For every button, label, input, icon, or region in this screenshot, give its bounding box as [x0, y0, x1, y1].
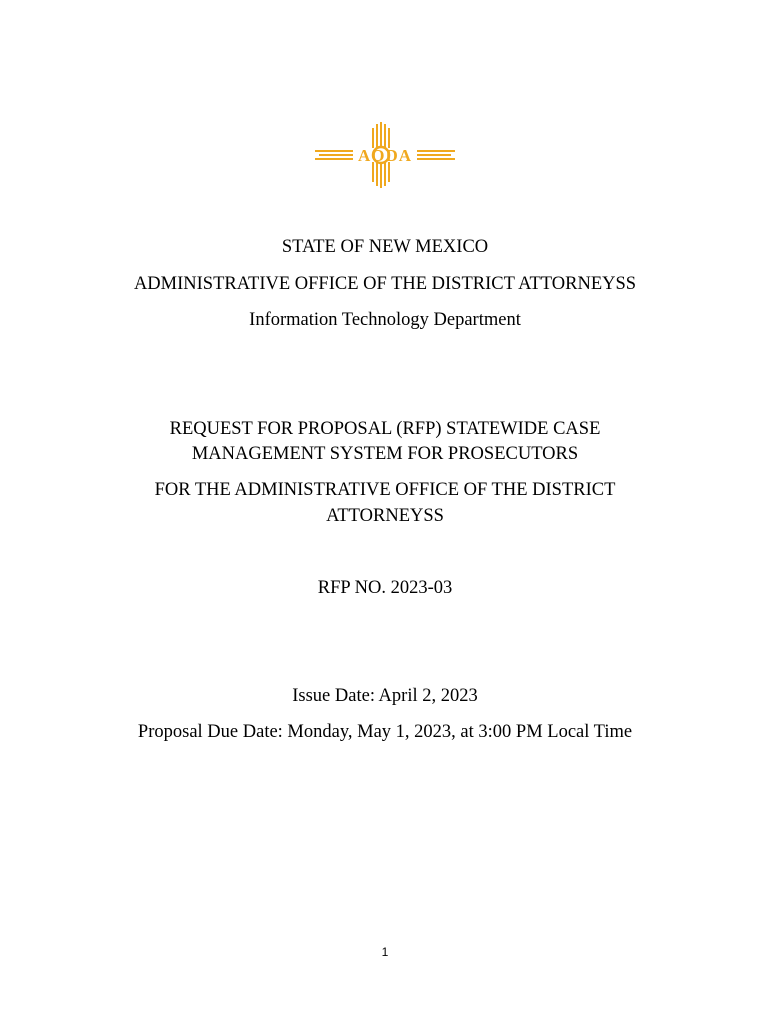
issue-date: Issue Date: April 2, 2023 [292, 686, 478, 706]
department-title: Information Technology Department [249, 310, 521, 330]
page-number: 1 [381, 945, 389, 959]
rfp-number: RFP NO. 2023-03 [317, 578, 453, 598]
rfp-for-line-1: FOR THE ADMINISTRATIVE OFFICE OF THE DISTRICT [154, 480, 616, 500]
office-title: ADMINISTRATIVE OFFICE OF THE DISTRICT ATTORNEYSS [133, 274, 637, 294]
aoda-logo-wordmark: AODA [357, 146, 413, 165]
proposal-due-date: Proposal Due Date: Monday, May 1, 2023, at 3:00 PM Local Time [137, 722, 633, 742]
state-title: STATE OF NEW MEXICO [281, 237, 489, 257]
rfp-title-line-2: MANAGEMENT SYSTEM FOR PROSECUTORS [191, 444, 579, 464]
rfp-title-line-1: REQUEST FOR PROPOSAL (RFP) STATEWIDE CASE [169, 419, 601, 439]
rfp-for-line-2: ATTORNEYSS [326, 506, 444, 526]
aoda-logo [315, 122, 455, 188]
